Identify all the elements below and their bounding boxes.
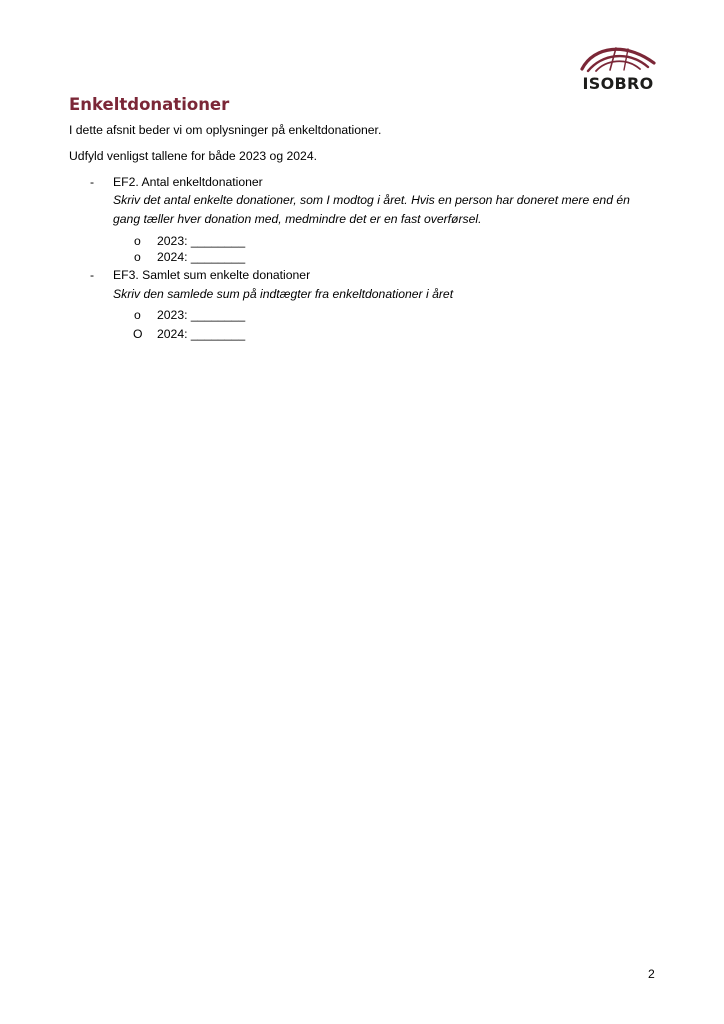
circle-bullet: o bbox=[134, 234, 141, 248]
circle-bullet: O bbox=[133, 327, 143, 341]
answer-field-ef2-2024[interactable]: 2024: ________ bbox=[157, 250, 246, 264]
section-heading: Enkeltdonationer bbox=[69, 95, 230, 114]
answer-field-ef3-2024[interactable]: 2024: ________ bbox=[157, 327, 246, 341]
question-description-ef2: Skriv det antal enkelte donationer, som I modtog i året. Hvis en person har doneret mere end én gang tæller hver donation med, medmindre det er en fast overførsel. bbox=[113, 193, 630, 226]
question-title-ef3: EF3. Samlet sum enkelte donationer bbox=[113, 268, 311, 282]
logo-text: ISOBRO bbox=[582, 74, 654, 93]
question-bullet: - bbox=[90, 268, 95, 282]
isobro-logo bbox=[576, 40, 660, 96]
circle-bullet: o bbox=[134, 250, 141, 264]
section-intro: I dette afsnit beder vi om oplysninger på enkeltdonationer. bbox=[69, 123, 382, 137]
question-description-ef3: Skriv den samlede sum på indtægter fra enkeltdonationer i året bbox=[113, 287, 454, 301]
answer-field-ef3-2023[interactable]: 2023: ________ bbox=[157, 308, 246, 322]
section-instruction: Udfyld venligst tallene for både 2023 og 2024. bbox=[69, 149, 317, 163]
circle-bullet: o bbox=[134, 308, 141, 322]
bridge-arch-icon bbox=[576, 40, 660, 74]
question-bullet: - bbox=[90, 175, 95, 189]
page-number: 2 bbox=[648, 967, 655, 981]
answer-field-ef2-2023[interactable]: 2023: ________ bbox=[157, 234, 246, 248]
question-title-ef2: EF2. Antal enkeltdonationer bbox=[113, 175, 263, 189]
